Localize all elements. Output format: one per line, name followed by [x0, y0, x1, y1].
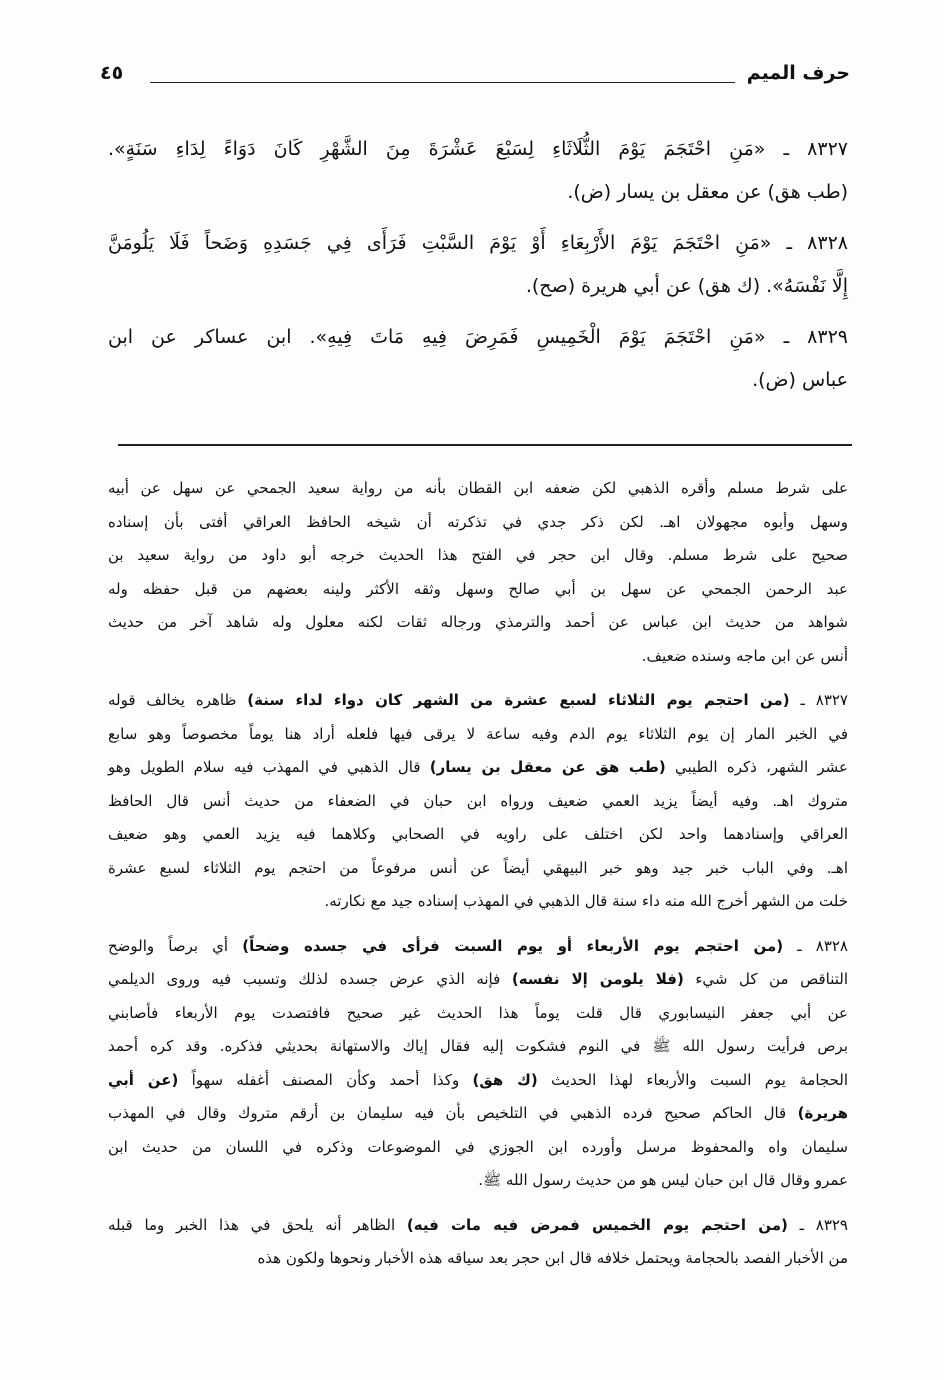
text-segment: أي برصاً والوضح — [108, 936, 243, 955]
text-segment: إِلَّا نَفْسَهُ». (ك هق) عن أبي هريرة (صح). — [525, 275, 848, 297]
bold-quote: هريرة) — [797, 1104, 848, 1122]
text-line — [108, 359, 848, 402]
footnote-separator — [118, 444, 852, 446]
text-line — [108, 640, 848, 674]
text-segment: (طب هق) عن معقل بن يسار (ض). — [567, 181, 848, 203]
text-line — [108, 885, 848, 919]
bold-quote: (من احتجم يوم الثلاثاء لسبع عشرة من الشهر كان دواء لداء سنة) — [247, 691, 790, 709]
bold-quote: (طب هق عن معقل بن يسار) — [429, 758, 666, 776]
text-line — [108, 718, 848, 752]
text-line — [108, 472, 848, 506]
footnote-paragraph — [108, 930, 848, 1198]
text-segment: عن أبي جعفر النيسابوري قال قلت يوماً هذا الحديث غير صحيح فافتصدت يوم الأربعاء فأصابني — [108, 1003, 848, 1022]
running-title: حرف الميم — [746, 62, 850, 84]
text-segment: أنس عن ابن ماجه وسنده ضعيف. — [641, 646, 848, 665]
text-line — [108, 818, 848, 852]
text-segment: عشر الشهر، ذكره الطيبي — [665, 758, 848, 776]
text-segment: ٨٣٢٧ ـ — [789, 691, 848, 709]
bold-quote: (من احتجم يوم الأربعاء أو يوم السبت فرأى في جسده وضحاً) — [242, 936, 784, 955]
footnote-paragraph — [108, 472, 848, 673]
bold-quote: (فلا يلومن إلا نفسه) — [511, 970, 684, 988]
text-line — [108, 1064, 848, 1098]
text-segment: ٨٣٢٨ ـ «مَنِ احْتَجَمَ يَوْمَ الأَرْبِعَاءِ أَوْ يَوْمَ السَّبْتِ فَرَأَى فِي جَسَدِهِ وَضَحاً فَلَا يَلُومَنَّ — [108, 232, 848, 254]
text-line — [108, 684, 848, 718]
bold-quote: (عن أبي — [108, 1070, 179, 1089]
text-segment: سليمان واه والمحفوظ مرسل وأورده ابن الجوزي في الموضوعات وذكره في اللسان من حديث ابن — [108, 1137, 848, 1156]
text-segment: اهـ. وفي الباب خبر جيد وهو خبر البيهقي أيضاً عن أنس مرفوعاً من احتجم يوم الثلاثاء لسبع عشرة — [108, 858, 848, 877]
commentary-footnotes — [108, 472, 848, 1287]
text-segment: التناقص من كل شيء — [683, 970, 849, 988]
text-segment: صحيح على شرط مسلم. وقال ابن حجر في الفتح هذا الحديث خرجه أبو داود من رواية سعيد بن — [108, 546, 848, 564]
text-segment: عمرو وقال قال ابن حبان ليس هو من حديث رسول الله ﷺ. — [478, 1171, 848, 1189]
page-number: ٤٥ — [100, 62, 124, 84]
header-rule — [150, 82, 735, 83]
footnote-paragraph — [108, 684, 848, 919]
text-line — [108, 751, 848, 785]
text-segment: على شرط مسلم وأقره الذهبي لكن ضعفه ابن القطان بأنه من رواية سعيد الجمحي عن سهل عن أبيه — [108, 479, 848, 497]
text-line — [108, 785, 848, 819]
text-segment: وكذا أحمد وكأن المصنف أغفله سهواً — [178, 1070, 473, 1089]
page-header — [100, 60, 850, 90]
text-segment: برص فرأيت رسول الله ﷺ في النوم فشكوت إليه فقال إياك والاستهانة بحديثي فذكره. وقد كره أحمد — [108, 1037, 848, 1055]
text-line — [108, 265, 848, 308]
text-segment: وسهل وأبوه مجهولان اهـ. لكن ذكر جدي في تذكرته أن شيخه الحافظ العراقي أفتى بأن إسناده — [108, 512, 848, 531]
hadith-entry — [108, 128, 848, 214]
text-line — [108, 963, 848, 997]
text-segment: شواهد من حديث ابن عباس عن أحمد والترمذي ورجاله ثقات لكنه معلول وله شاهد آخر من حديث — [108, 613, 848, 631]
text-segment: في الخبر المار إن يوم الثلاثاء يوم الدم وفيه ساعة لا يرقى فيها فلعله أراد هنا يوماً مخصوصاً وهو سابع — [108, 724, 848, 743]
text-line — [108, 506, 848, 540]
text-line — [108, 1030, 848, 1064]
text-segment: ٨٣٢٩ ـ «مَنِ احْتَجَمَ يَوْمَ الْخَمِيسِ فَمَرِضَ فِيهِ مَاتَ فِيهِ». ابن عساكر عن ابن — [108, 326, 848, 348]
text-line — [108, 852, 848, 886]
text-segment: قال الحاكم صحيح فرده الذهبي في التلخيص بأن فيه سليمان بن أرقم متروك وقال في المهذب — [108, 1104, 798, 1122]
text-line — [108, 1242, 848, 1276]
hadith-entry — [108, 222, 848, 308]
text-segment: عبد الرحمن الجمحي عن سهل بن أبي صالح وسهل وثقه الأكثر ولينه بعضهم من قبل حفظه وله — [108, 579, 848, 598]
text-segment: الحجامة يوم السبت والأربعاء لهذا الحديث — [537, 1070, 848, 1089]
hadith-entry — [108, 316, 848, 402]
text-line — [108, 606, 848, 640]
text-line — [108, 997, 848, 1031]
text-segment: ٨٣٢٩ ـ — [787, 1215, 848, 1234]
text-segment: متروك اهـ. وفيه أيضاً يزيد العمي ضعيف ورواه ابن حبان في الضعفاء من حديث أنس قال الحافظ — [108, 791, 848, 810]
text-line — [108, 930, 848, 964]
text-segment: ظاهره يخالف قوله — [108, 691, 248, 709]
text-line — [108, 128, 848, 171]
text-line — [108, 1131, 848, 1165]
footnote-paragraph — [108, 1209, 848, 1276]
text-segment: ٨٣٢٨ ـ — [783, 936, 848, 955]
text-segment: عباس (ض). — [752, 369, 848, 391]
text-segment: من الأخبار الفصد بالحجامة ويحتمل خلافه قال ابن حجر بعد سياقه هذه الأخبار ونحوها ولكون هذه — [257, 1249, 848, 1267]
text-line — [108, 1097, 848, 1131]
text-line — [108, 1164, 848, 1198]
text-line — [108, 171, 848, 214]
text-segment: ٨٣٢٧ ـ «مَنِ احْتَجَمَ يَوْمَ الثُّلَاثَاءِ لِسَبْعَ عَشْرَةَ مِنَ الشَّهْرِ كَانَ دَوَاءً لِدَاءِ سَنَةٍ». — [108, 138, 848, 160]
text-line — [108, 1209, 848, 1243]
text-line — [108, 222, 848, 265]
hadith-entries — [108, 128, 848, 410]
bold-quote: (من احتجم يوم الخميس فمرض فيه مات فيه) — [406, 1215, 788, 1234]
text-line — [108, 316, 848, 359]
text-line — [108, 573, 848, 607]
text-segment: خلت من الشهر أخرج الله منه داء سنة قال الذهبي في المهذب إسناده جيد مع نكارته. — [324, 892, 848, 910]
text-segment: قال الذهبي في المهذب فيه سلام الطويل وهو — [108, 758, 430, 776]
bold-quote: (ك هق) — [472, 1070, 538, 1089]
text-line — [108, 539, 848, 573]
text-segment: العراقي وإسنادهما واحد لكن اختلف على راويه في الصحابي وكلاهما فيه يزيد العمي وهو ضعيف — [108, 825, 848, 843]
text-segment: الظاهر أنه يلحق في هذا الخبر وما قبله — [108, 1215, 407, 1234]
text-segment: فإنه الذي عرض جسده لذلك وتسبب فيه وروى الديلمي — [108, 970, 512, 988]
